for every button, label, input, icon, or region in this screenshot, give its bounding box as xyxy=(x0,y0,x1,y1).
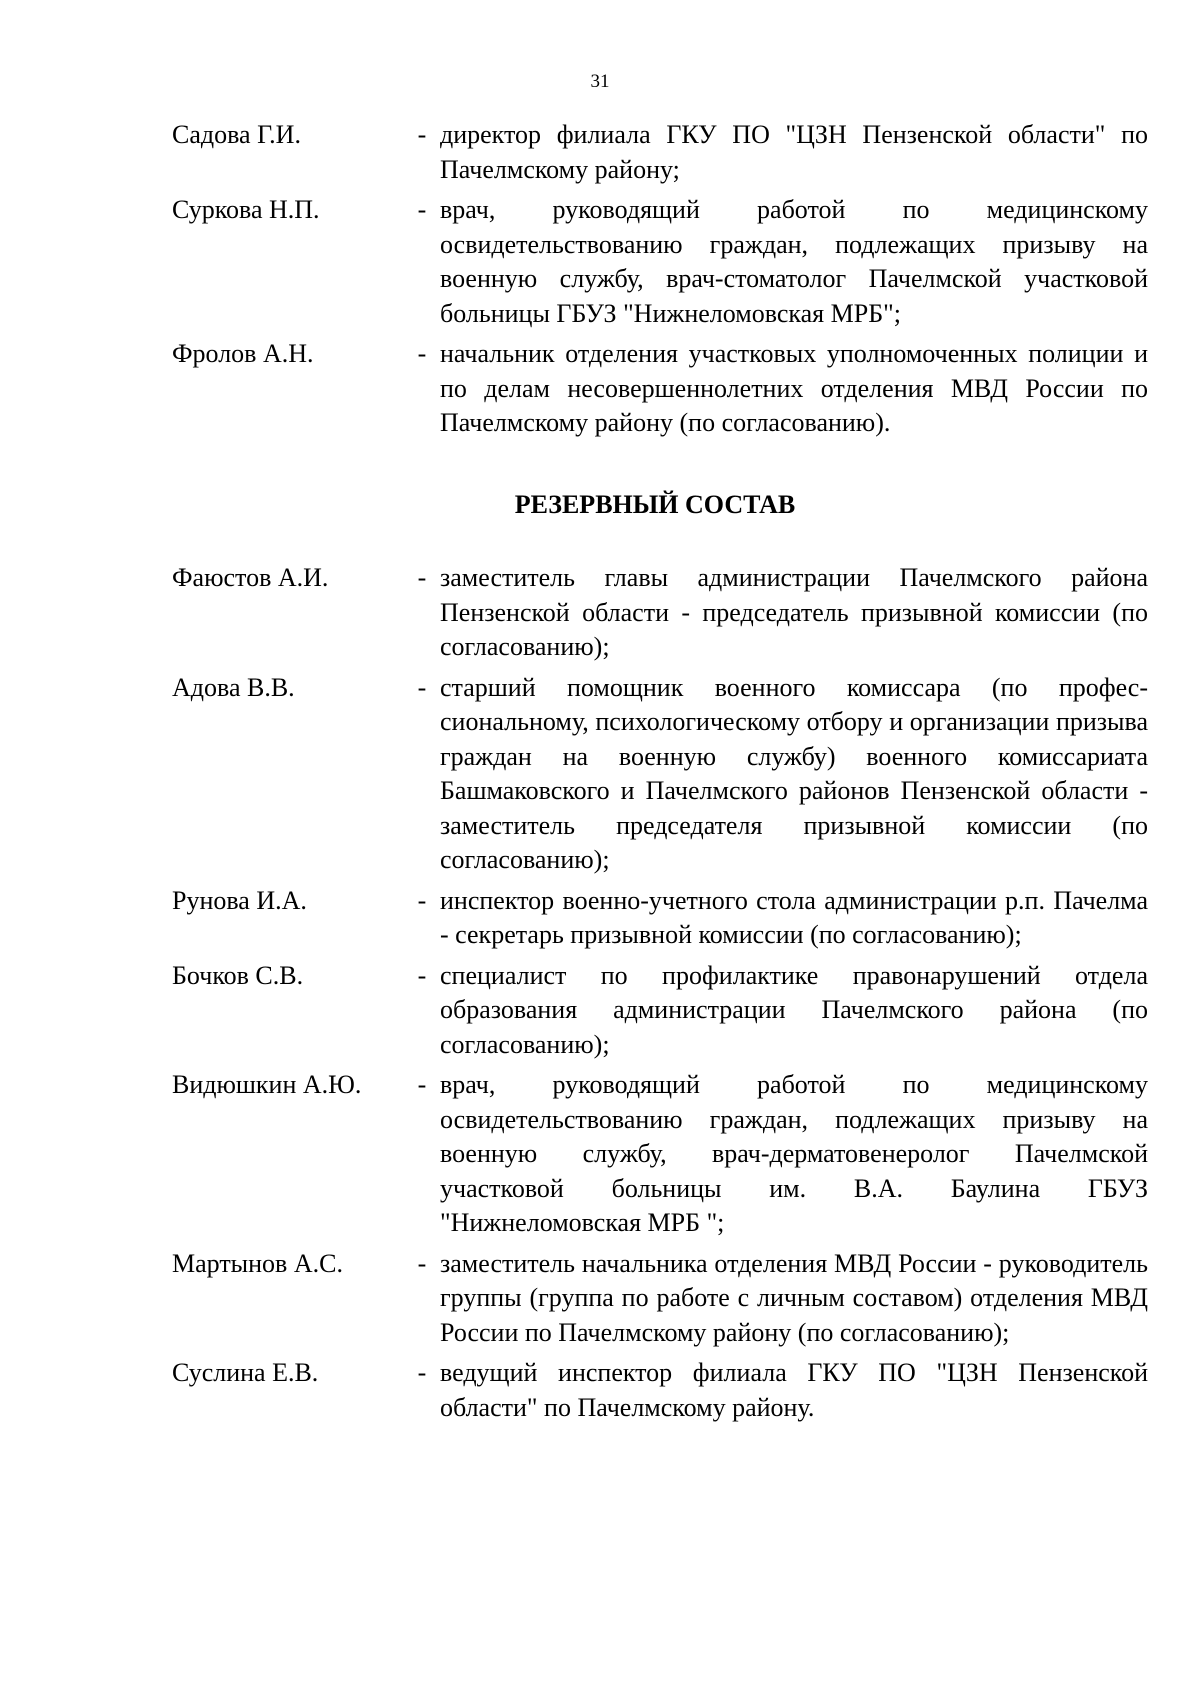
member-name: Суслина Е.В. xyxy=(172,1358,319,1387)
separator-dash: - xyxy=(417,195,427,224)
member-entry xyxy=(172,959,1148,1063)
member-role: начальник отделения участковых уполномоченных полиции и по делам несовершеннолетних отделения МВД России по Пачелмскому району (по согласованию). xyxy=(440,339,1148,437)
member-role: директор филиала ГКУ ПО "ЦЗН Пензенской области" по Пачелмскому району; xyxy=(440,120,1148,184)
page-number: 31 xyxy=(590,71,610,92)
member-entry xyxy=(172,1068,1148,1241)
separator-dash: - xyxy=(417,885,427,915)
reserve-member-list xyxy=(172,561,1148,1431)
member-role: старший помощник военного комиссара (по профессиональному, психологическому отбору и организации призыва граждан на военную службу) военного комиссариата Башмаковского и Пачелмского районов Пензенской области - заместитель председателя призывной комиссии (по согласованию); xyxy=(440,672,1148,874)
separator-dash: - xyxy=(417,1248,427,1278)
member-name: Садова Г.И. xyxy=(172,120,301,149)
member-role: инспектор военно-учетного стола администрации р.п. Пачелма - секретарь призывной комиссии (по согласованию); xyxy=(440,885,1148,949)
member-entry xyxy=(172,671,1148,878)
member-name: Фаюстов А.И. xyxy=(172,563,329,592)
reserve-section-heading: РЕЗЕРВНЫЙ СОСТАВ xyxy=(514,490,796,519)
member-name: Бочков С.В. xyxy=(172,960,304,990)
separator-dash: - xyxy=(417,563,427,592)
member-role: специалист по профилактике правонарушений отдела образования администрации Пачелмского района (по согласованию); xyxy=(440,960,1148,1059)
member-role: заместитель начальника отделения МВД России - руководитель группы (группа по работе с личным составом) отделения МВД России по Пачелмскому району (по согласованию); xyxy=(440,1248,1148,1347)
separator-dash: - xyxy=(417,1070,427,1099)
member-entry xyxy=(172,1247,1148,1351)
member-entry xyxy=(172,884,1148,953)
member-role: врач, руководящий работой по медицинскому освидетельствованию граждан, подлежащих призыву на военную службу, врач-дерматовенеролог Пачелмской участковой больницы им. В.А. Баулина ГБУЗ "Нижнеломовская МРБ "; xyxy=(440,1070,1148,1237)
separator-dash: - xyxy=(417,672,427,702)
member-role: ведущий инспектор филиала ГКУ ПО "ЦЗН Пензенской области" по Пачелмскому району. xyxy=(440,1358,1148,1422)
separator-dash: - xyxy=(417,960,427,990)
member-name: Фролов А.Н. xyxy=(172,339,314,368)
commission-member-list xyxy=(172,118,1148,447)
member-name: Суркова Н.П. xyxy=(172,195,320,224)
separator-dash: - xyxy=(417,339,427,368)
separator-dash: - xyxy=(417,120,427,149)
member-entry xyxy=(172,1356,1148,1425)
member-role: заместитель главы администрации Пачелмского района Пензенской области - председатель призывной комиссии (по согласованию); xyxy=(440,563,1148,661)
member-name: Мартынов А.С. xyxy=(172,1248,343,1278)
member-entry xyxy=(172,337,1148,441)
member-entry xyxy=(172,118,1148,187)
member-entry xyxy=(172,561,1148,665)
member-entry xyxy=(172,193,1148,331)
member-role: врач, руководящий работой по медицинскому освидетельствованию граждан, подлежащих призыву на военную службу, врач-стоматолог Пачелмской участковой больницы ГБУЗ "Нижнеломовская МРБ"; xyxy=(440,195,1148,328)
member-name: Рунова И.А. xyxy=(172,885,307,915)
member-name: Видюшкин А.Ю. xyxy=(172,1070,362,1099)
separator-dash: - xyxy=(417,1358,427,1387)
member-name: Адова В.В. xyxy=(172,672,295,702)
